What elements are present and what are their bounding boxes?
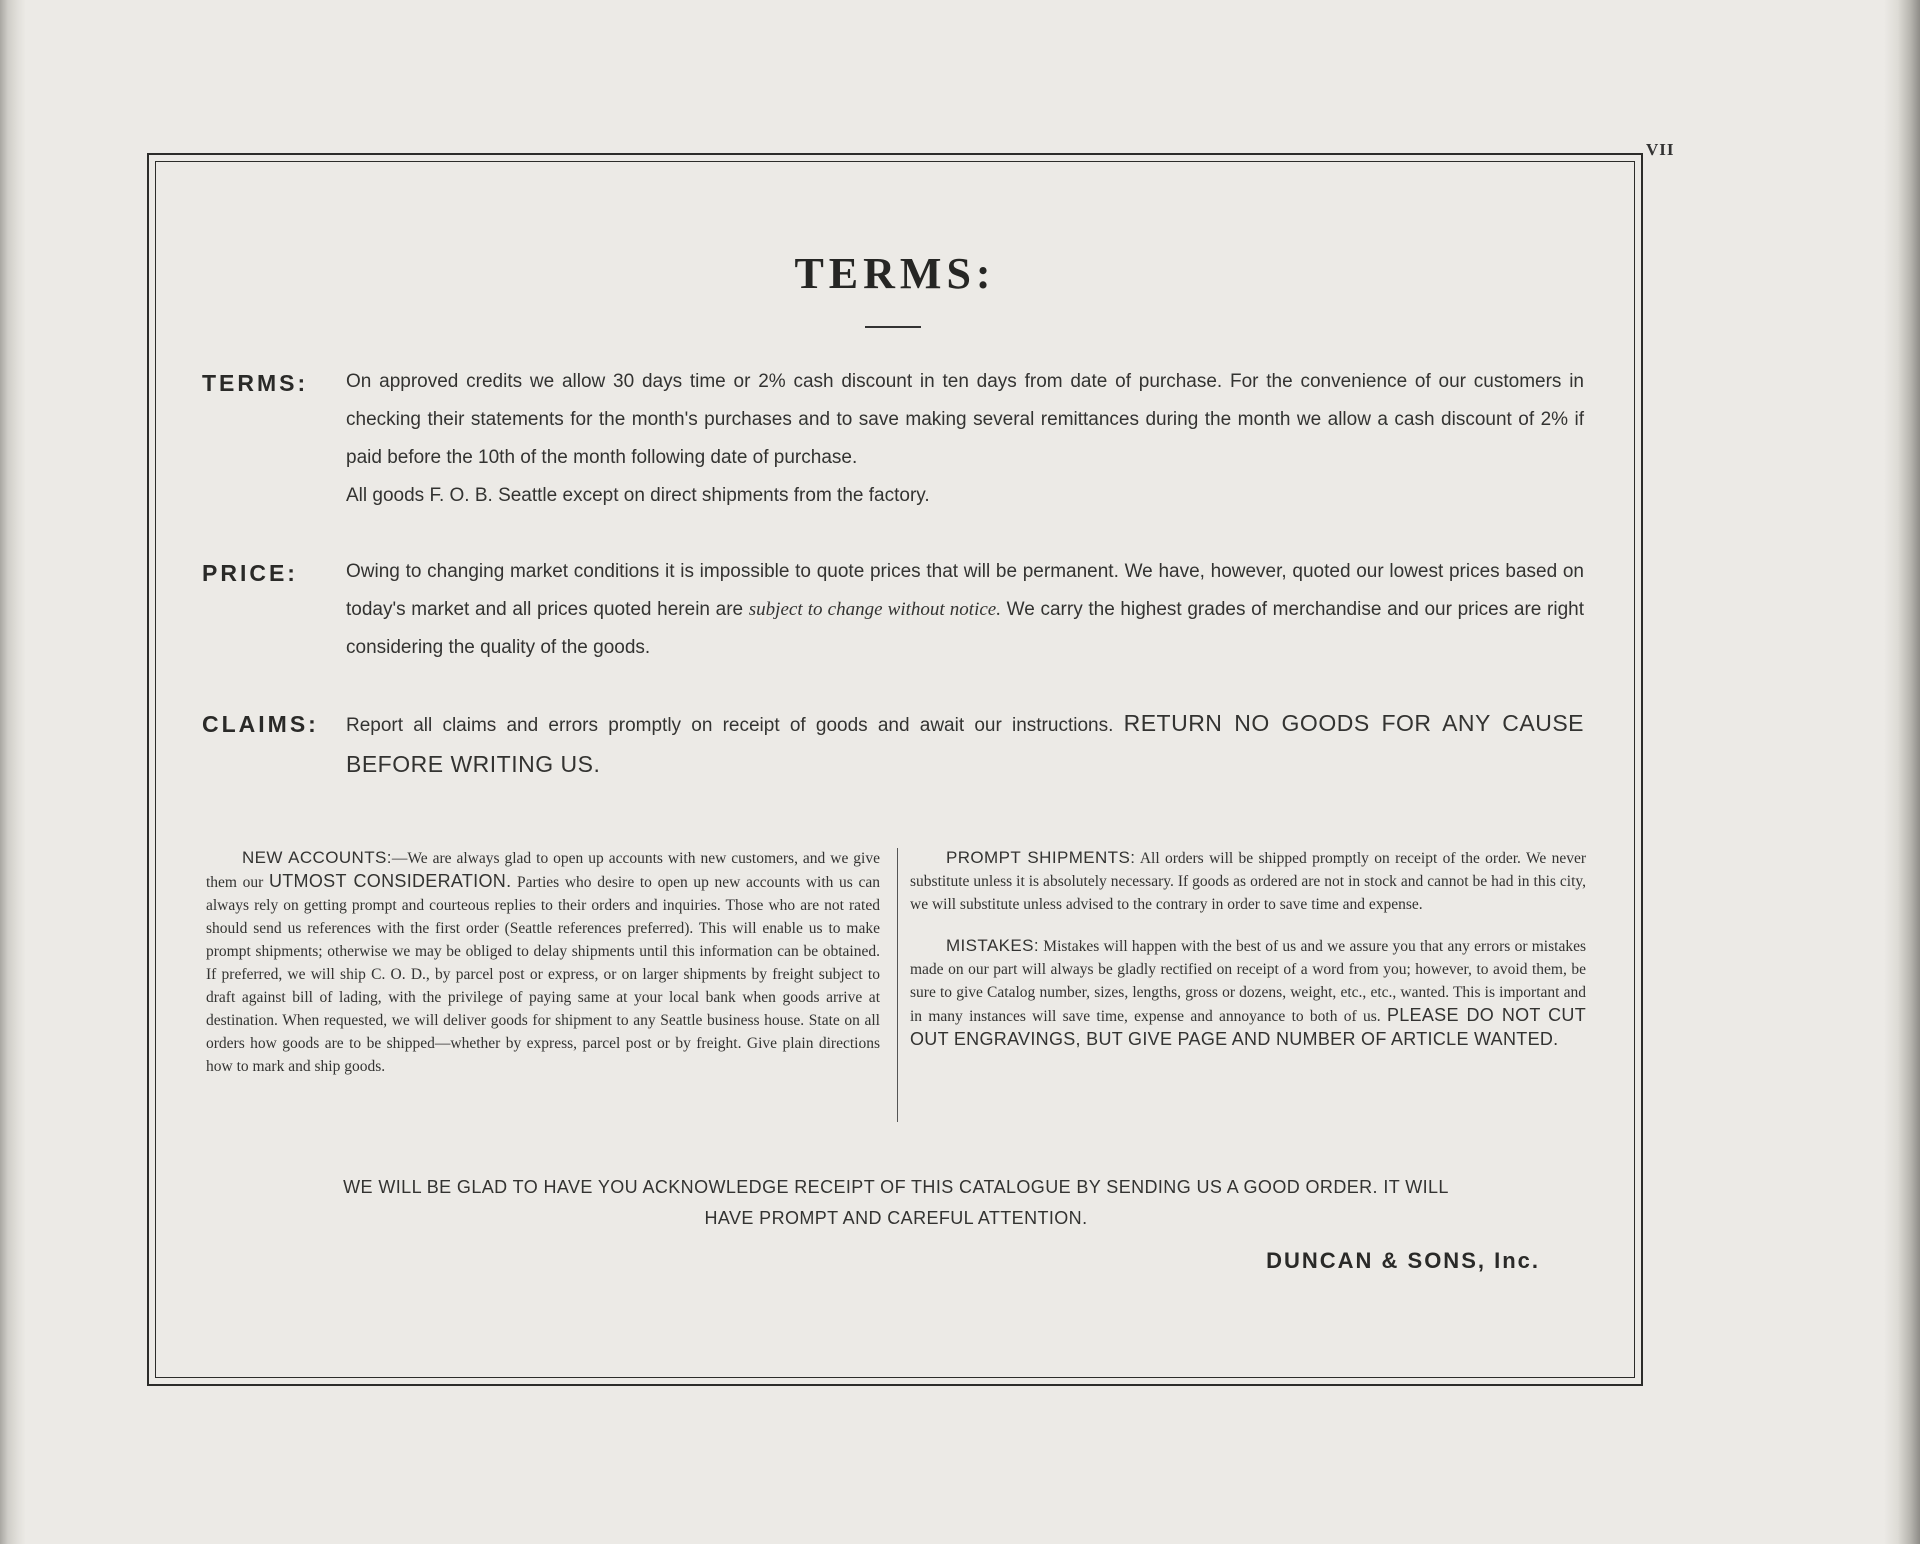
price-body — [346, 553, 1584, 667]
mistakes-lead: MISTAKES: — [946, 936, 1040, 955]
closing-statement — [226, 1172, 1566, 1234]
book-gutter — [0, 0, 26, 1544]
title-rule — [865, 326, 921, 328]
claims-text-caps: RETURN NO GOODS FOR ANY CAUSE BEFORE WRITING US. — [346, 710, 1584, 777]
terms-body — [346, 363, 1584, 515]
price-text-italic: subject to change without notice. — [748, 599, 1001, 620]
prompt-shipments-paragraph — [910, 846, 1586, 916]
new-accounts-text-1: —We are always glad to open up accounts with new customers, and we give them our — [206, 850, 880, 891]
closing-line-2: HAVE PROMPT AND CAREFUL ATTENTION. — [704, 1208, 1088, 1228]
page-number: VII — [1646, 140, 1675, 159]
closing-line-1: WE WILL BE GLAD TO HAVE YOU ACKNOWLEDGE RECEIPT OF THIS CATALOGUE BY SENDING US A GOOD ORDER. IT WILL — [343, 1177, 1449, 1197]
claims-body — [346, 704, 1584, 786]
new-accounts-lead: NEW ACCOUNTS: — [242, 848, 392, 867]
mistakes-caps: PLEASE DO NOT CUT OUT ENGRAVINGS, BUT GIVE PAGE AND NUMBER OF ARTICLE WANTED. — [910, 1005, 1586, 1049]
terms-text: On approved credits we allow 30 days time or 2% cash discount in ten days from date of purchase. For the convenience of our customers in checking their statements for the month's purchases and to save making several remittances during the month we allow a cash discount of 2% if paid before the 10th of the month following date of purchase. — [346, 371, 1584, 468]
page-title: TERMS: — [794, 249, 996, 298]
terms-heading: TERMS: — [202, 370, 309, 396]
column-divider — [897, 848, 898, 1122]
shipments-mistakes-column — [910, 846, 1586, 1064]
prompt-shipments-lead: PROMPT SHIPMENTS: — [946, 848, 1136, 867]
mistakes-paragraph — [910, 934, 1586, 1052]
claims-text — [346, 704, 1584, 786]
new-accounts-column — [206, 846, 880, 1090]
new-accounts-text-2: Parties who desire to open up new accounts with us can always rely on getting prompt and courteous replies to their orders and inquiries. Those who are not rated should send us references with the first order (Seattle references preferred). This will enable us to make prompt shipments; otherwise we may be obliged to delay shipments until this information can be obtained. If preferred, we will ship C. O. D., by parcel post or express, or on larger shipments by freight subject to draft against bill of lading, with the privilege of paying same at your local bank when goods arrive at destination. When requested, we will deliver goods for shipment to any Seattle business house. State on all orders how goods are to be shipped—whether by express, parcel post or by freight. Give plain directions how to mark and ship goods. — [206, 874, 880, 1075]
mistakes-text: Mistakes will happen with the best of us and we assure you that any errors or mistakes made on our part will always be gladly rectified on receipt of a word from you; however, to avoid them, be sure to give Catalog number, sizes, lengths, gross or dozens, weight, etc., etc., wanted. This is important and in many instances will save time, expense and annoyance to both of us. — [910, 938, 1586, 1025]
new-accounts-paragraph — [206, 846, 880, 1078]
claims-text-plain: Report all claims and errors promptly on receipt of goods and await our instructions. — [346, 715, 1114, 736]
price-heading: PRICE: — [202, 560, 298, 586]
new-accounts-caps: UTMOST CONSIDERATION. — [268, 871, 512, 891]
price-text-before: Owing to changing market conditions it is impossible to quote prices that will be permanent. We have, however, quoted our lowest prices based on today's market and all prices quoted herein are — [346, 561, 1584, 620]
price-text — [346, 553, 1584, 667]
prompt-shipments-text: All orders will be shipped promptly on receipt of the order. We never substitute unless it is absolutely necessary. If goods as ordered are not in stock and cannot be had in this city, we will substitute unless advised to the contrary in order to save time and expense. — [910, 850, 1587, 913]
terms-fob-text: All goods F. O. B. Seattle except on direct shipments from the factory. — [346, 485, 930, 506]
claims-heading: CLAIMS: — [202, 711, 319, 737]
price-text-after: We carry the highest grades of merchandise and our prices are right considering the quality of the goods. — [346, 599, 1585, 658]
page-edge — [1884, 0, 1920, 1544]
company-signature: DUNCAN & SONS, Inc. — [1266, 1248, 1540, 1273]
